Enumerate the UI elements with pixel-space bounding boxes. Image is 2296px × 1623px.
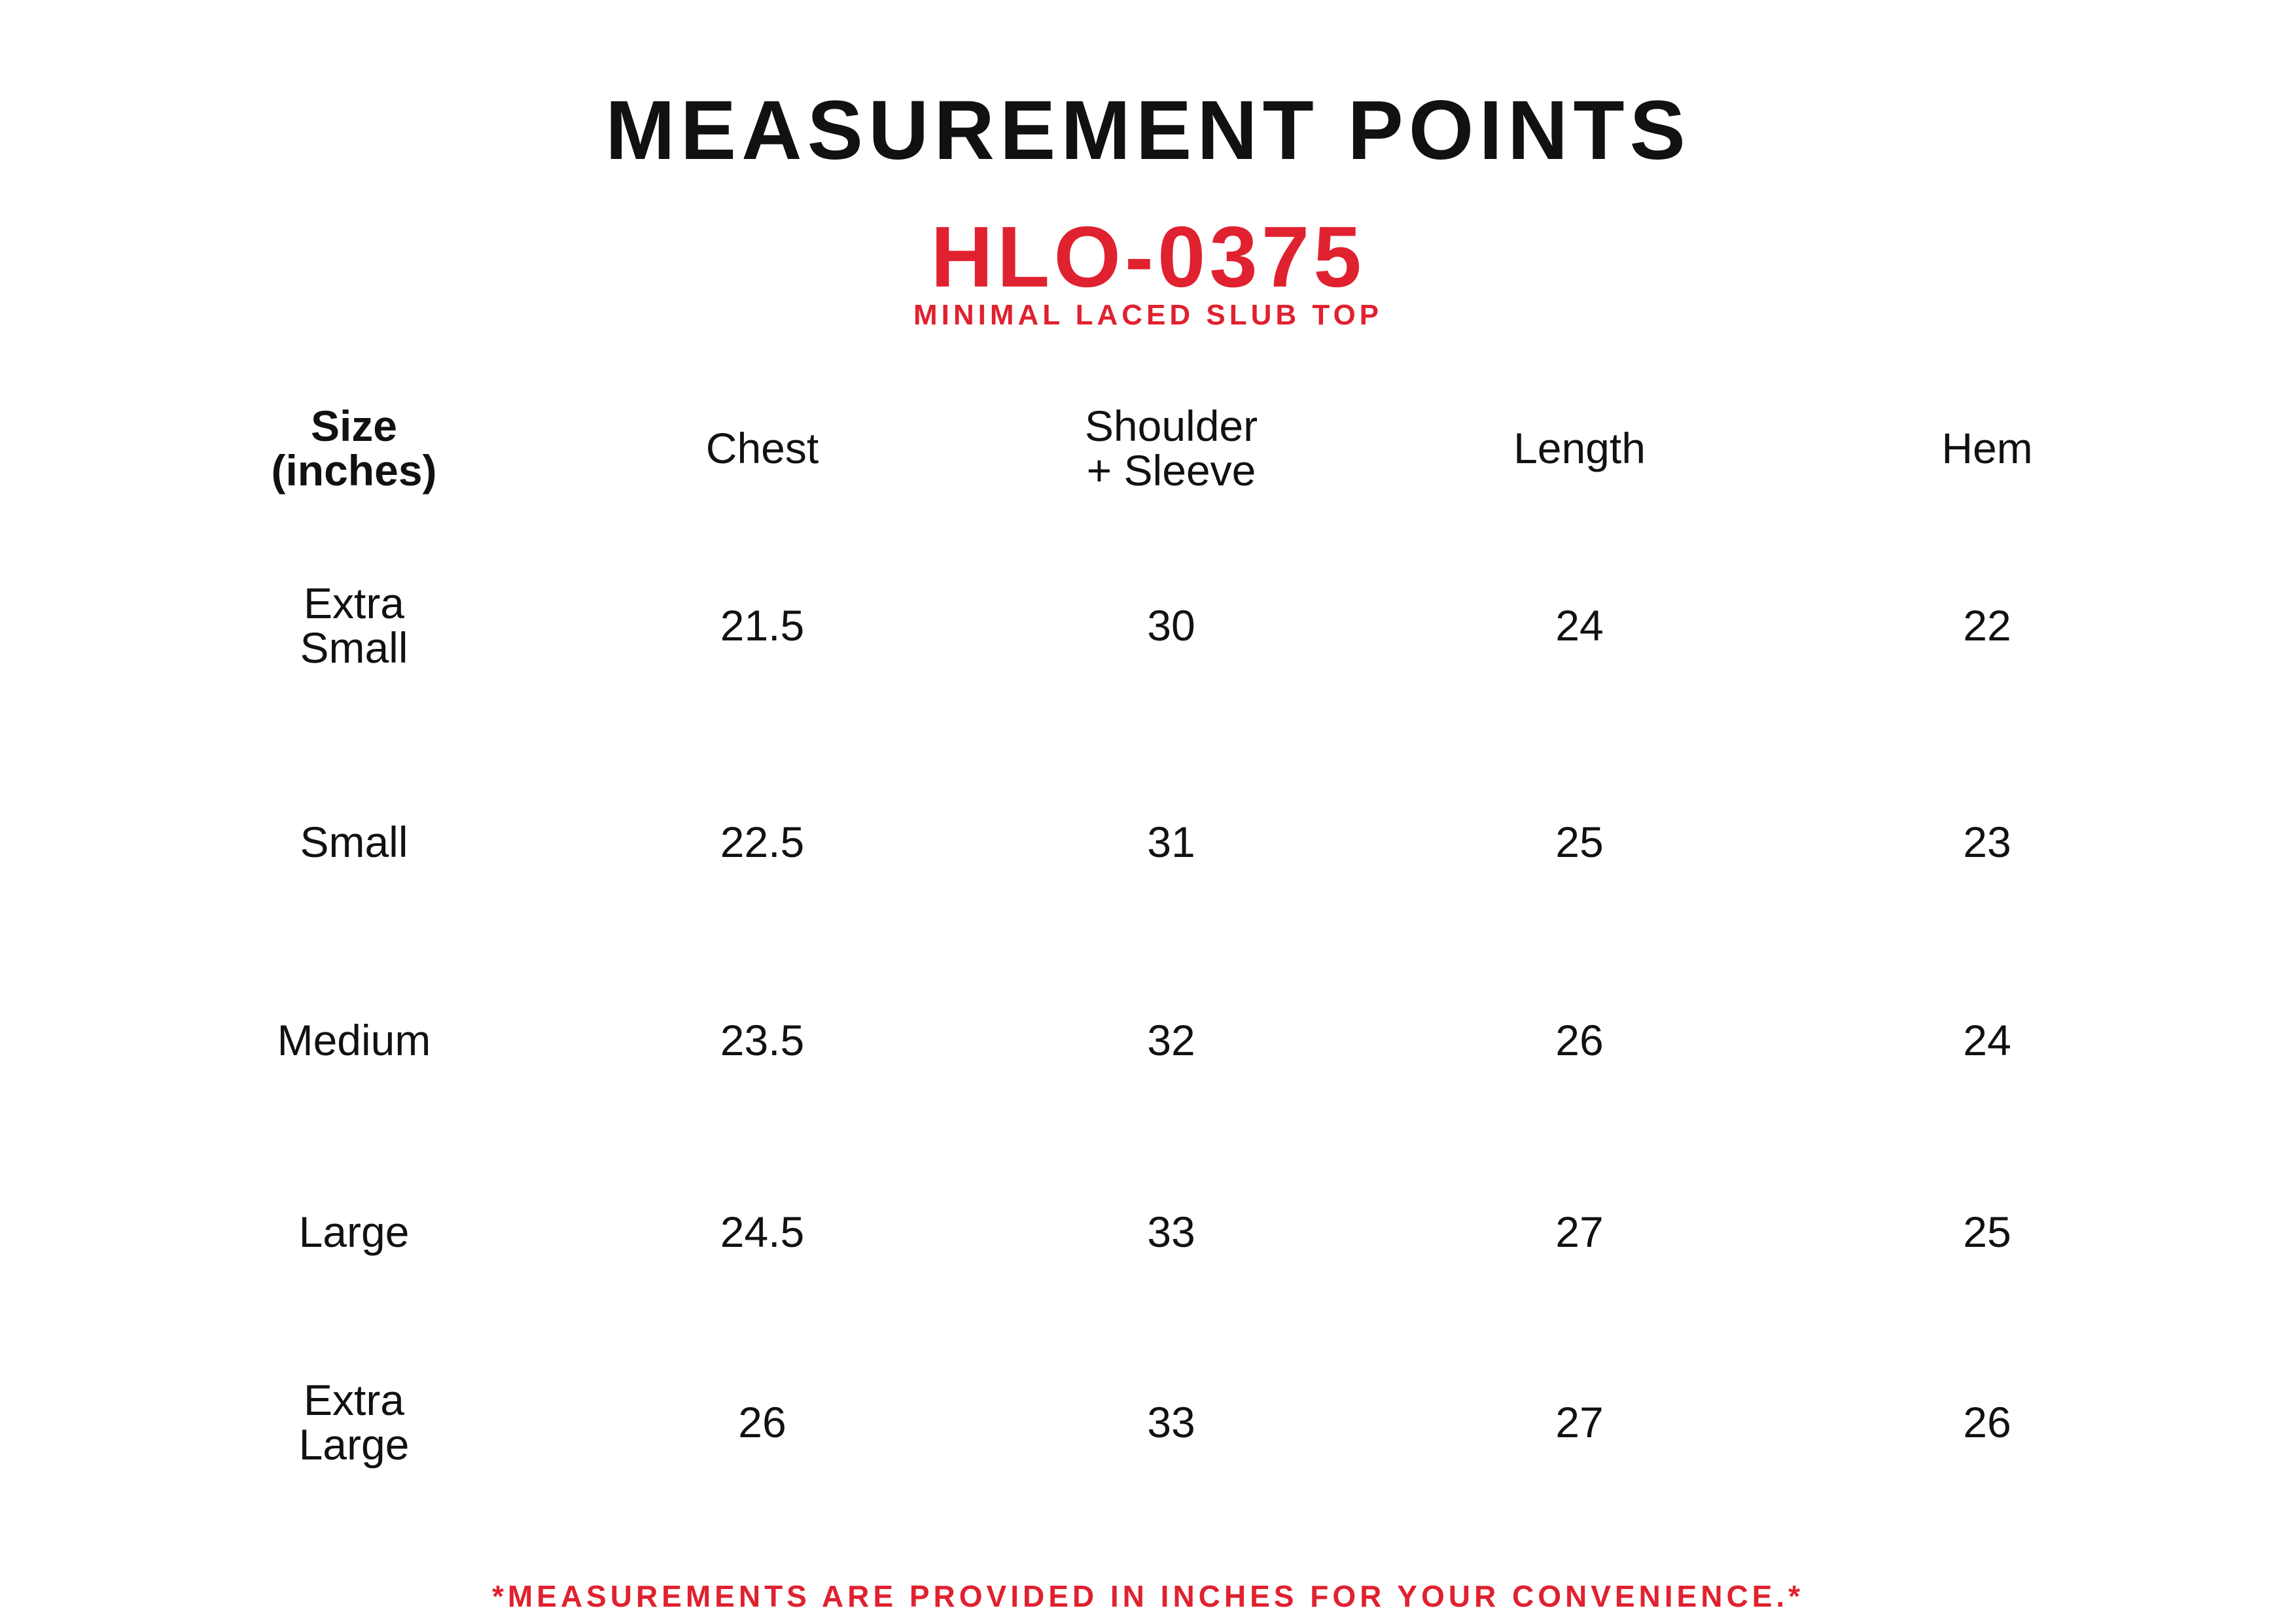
cell-shoulder-sleeve-line: 30 [1147, 601, 1195, 650]
cell-hem [1804, 603, 2170, 648]
cell-length-line: 25 [1555, 818, 1604, 866]
cell-hem-line: 25 [1963, 1208, 2011, 1256]
header-size-line: (inches) [271, 446, 437, 495]
header-length [1396, 426, 1763, 470]
cell-chest-line: 23.5 [720, 1016, 805, 1064]
cell-length [1396, 1018, 1763, 1062]
cell-shoulder-sleeve [988, 1210, 1354, 1254]
cell-hem-line: 26 [1963, 1398, 2011, 1446]
cell-hem-line: 24 [1963, 1016, 2011, 1064]
cell-hem-line: 23 [1963, 818, 2011, 866]
size-label-line: Large [298, 1208, 410, 1256]
header-shoulder-sleeve-line: Shoulder [1084, 402, 1258, 450]
cell-chest-line: 22.5 [720, 818, 805, 866]
size-label [171, 1018, 537, 1062]
size-label-line: Extra [303, 579, 405, 627]
cell-length-line: 27 [1555, 1208, 1604, 1256]
header-chest [579, 426, 945, 470]
cell-shoulder-sleeve [988, 1400, 1354, 1444]
cell-hem [1804, 1210, 2170, 1254]
cell-chest [579, 1210, 945, 1254]
size-label [171, 1378, 537, 1467]
cell-chest-line: 26 [738, 1398, 786, 1446]
header-shoulder-sleeve [988, 404, 1354, 493]
cell-hem-line: 22 [1963, 601, 2011, 650]
cell-chest [579, 820, 945, 864]
cell-chest-line: 24.5 [720, 1208, 805, 1256]
size-label [171, 1210, 537, 1254]
header-size [171, 404, 537, 493]
size-label-line: Medium [277, 1016, 431, 1064]
header-shoulder-sleeve-line: + Sleeve [1086, 446, 1256, 495]
size-label-line: Small [300, 623, 408, 672]
product-name: MINIMAL LACED SLUB TOP [913, 299, 1383, 331]
cell-length [1396, 1210, 1763, 1254]
cell-chest [579, 1400, 945, 1444]
page-title: MEASUREMENT POINTS [605, 84, 1691, 177]
cell-chest [579, 1018, 945, 1062]
cell-chest [579, 603, 945, 648]
size-label-line: Extra [303, 1376, 405, 1424]
cell-shoulder-sleeve-line: 33 [1147, 1398, 1195, 1446]
product-code: HLO-0375 [930, 209, 1366, 305]
cell-shoulder-sleeve-line: 31 [1147, 818, 1195, 866]
header-length-line: Length [1513, 424, 1646, 472]
cell-length-line: 27 [1555, 1398, 1604, 1446]
cell-shoulder-sleeve [988, 820, 1354, 864]
cell-length [1396, 820, 1763, 864]
cell-shoulder-sleeve [988, 603, 1354, 648]
size-label [171, 820, 537, 864]
cell-shoulder-sleeve-line: 33 [1147, 1208, 1195, 1256]
cell-hem [1804, 1400, 2170, 1444]
footer-note: *MEASUREMENTS ARE PROVIDED IN INCHES FOR YOUR CONVENIENCE.* [491, 1579, 1805, 1613]
cell-shoulder-sleeve-line: 32 [1147, 1016, 1195, 1064]
cell-hem [1804, 820, 2170, 864]
size-label-line: Small [300, 818, 408, 866]
cell-length [1396, 603, 1763, 648]
cell-length-line: 24 [1555, 601, 1604, 650]
cell-chest-line: 21.5 [720, 601, 805, 650]
cell-hem [1804, 1018, 2170, 1062]
cell-length-line: 26 [1555, 1016, 1604, 1064]
size-label [171, 581, 537, 670]
header-size-line: Size [310, 402, 398, 450]
header-hem [1804, 426, 2170, 470]
cell-length [1396, 1400, 1763, 1444]
size-label-line: Large [298, 1420, 410, 1469]
header-chest-line: Chest [705, 424, 819, 472]
cell-shoulder-sleeve [988, 1018, 1354, 1062]
header-hem-line: Hem [1941, 424, 2033, 472]
